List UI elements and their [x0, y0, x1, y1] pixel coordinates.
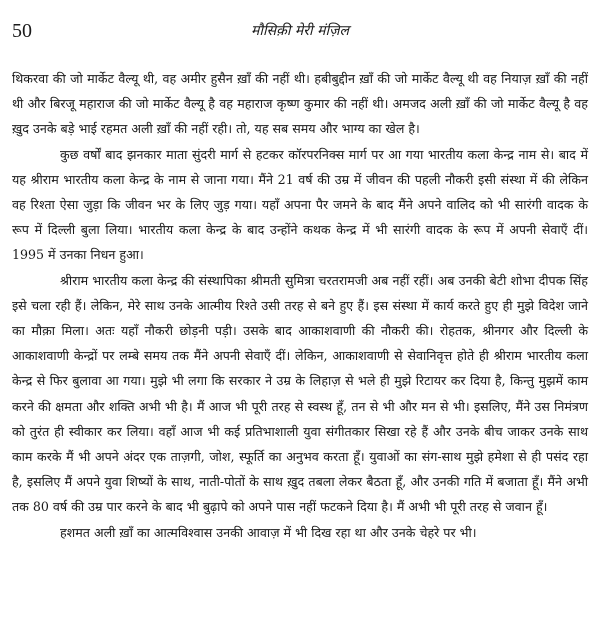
page-header	[12, 18, 588, 44]
page-number: 50	[12, 20, 32, 42]
paragraph-4: हशमत अली ख़ाँ का आत्मविश्वास उनकी आवाज़ में भी दिख रहा था और उनके चेहरे पर भी।	[60, 524, 477, 540]
paragraph-1: थिकरवा की जो मार्केट वैल्यू थी, वह अमीर हुसैन ख़ाँ की नहीं थी। हबीबुद्दीन ख़ाँ की जो मार्केट वैल्यू थी वह नियाज़ ख़ाँ की नहीं थी और बिरजू महाराज की जो मार्केट वैल्यू है वह महाराज कृष्ण कुमार की नहीं थी। अमजद अली ख़ाँ की जो मार्केट वैल्यू है वह ख़ुद उनके बड़े भाई रहमत अली ख़ाँ की नहीं रही। तो, यह सब समय और भाग्य का खेल है।	[12, 71, 588, 137]
paragraph-2: कुछ वर्षों बाद झनकार माता सुंदरी मार्ग से हटकर कॉरपरनिक्स मार्ग पर आ गया भारतीय कला केन्द्र नाम से। बाद में यह श्रीराम भारतीय कला केन्द्र के नाम से जाना गया। मैंने 21 वर्ष की उम्र में जीवन की पहली नौकरी इसी संस्था में की लेकिन वह रिश्ता ऐसा जुड़ा कि जीवन भर के लिए जुड़ गया। यहाँ अपना पैर जमने के बाद मैंने अपने वालिद को भी सारंगी वादक के रूप में दिल्ली बुला लिया। भारतीय कला केन्द्र के बाद उन्होंने कथक केन्द्र में भी सारंगी वादक के रूप में अपनी सेवाएँ दीं। 1995 में उनका निधन हुआ।	[12, 146, 588, 263]
body-text	[12, 66, 588, 545]
paragraph-3: श्रीराम भारतीय कला केन्द्र की संस्थापिका श्रीमती सुमित्रा चरतरामजी अब नहीं रहीं। अब उनकी बेटी शोभा दीपक सिंह इसे चला रही हैं। लेकिन, मेरे साथ उनके आत्मीय रिश्ते उसी तरह से बने हुए हैं। इस संस्था में कार्य करते हुए ही मुझे विदेश जाने का मौक़ा मिला। अतः यहाँ नौकरी छोड़नी पड़ी। उसके बाद आकाशवाणी की नौकरी की। रोहतक, श्रीनगर और दिल्ली के आकाशवाणी केन्द्रों पर लम्बे समय तक मैंने अपनी सेवाएँ दीं। लेकिन, आकाशवाणी से सेवानिवृत्त होते ही श्रीराम भारतीय कला केन्द्र से फिर बुलावा आ गया। मुझे भी लगा कि सरकार ने उम्र के लिहाज़ से भले ही मुझे रिटायर कर दिया है, किन्तु मुझमें काम करने की क्षमता और शक्ति अभी भी है। मैं आज भी पूरी तरह से स्वस्थ हूँ, तन से भी और मन से भी। इसलिए, मैंने उस निमंत्रण को तुरंत ही स्वीकार कर लिया। वहाँ आज भी कई प्रतिभाशाली युवा संगीतकार सिखा रहे हैं और उनके बीच जाकर उनके साथ काम करके मैं भी अपने अंदर एक ताज़गी, जोश, स्फूर्ति का अनुभव करता हूँ। युवाओं का संग-साथ मुझे हमेशा से ही पसंद रहा है, इसलिए मैं अपने युवा शिष्यों के साथ, नाती-पोतों के साथ ख़ुद तबला लेकर बैठता हूँ, और उनकी गति में बजाता हूँ। मैंने अभी तक 80 वर्ष की उम्र पार करने के बाद भी बुढ़ापे को अपने पास नहीं फटकने दिया है। मैं अभी भी पूरी तरह से जवान हूँ।	[12, 272, 588, 515]
running-title: मौसिक़ी मेरी मंज़िल	[251, 23, 349, 39]
